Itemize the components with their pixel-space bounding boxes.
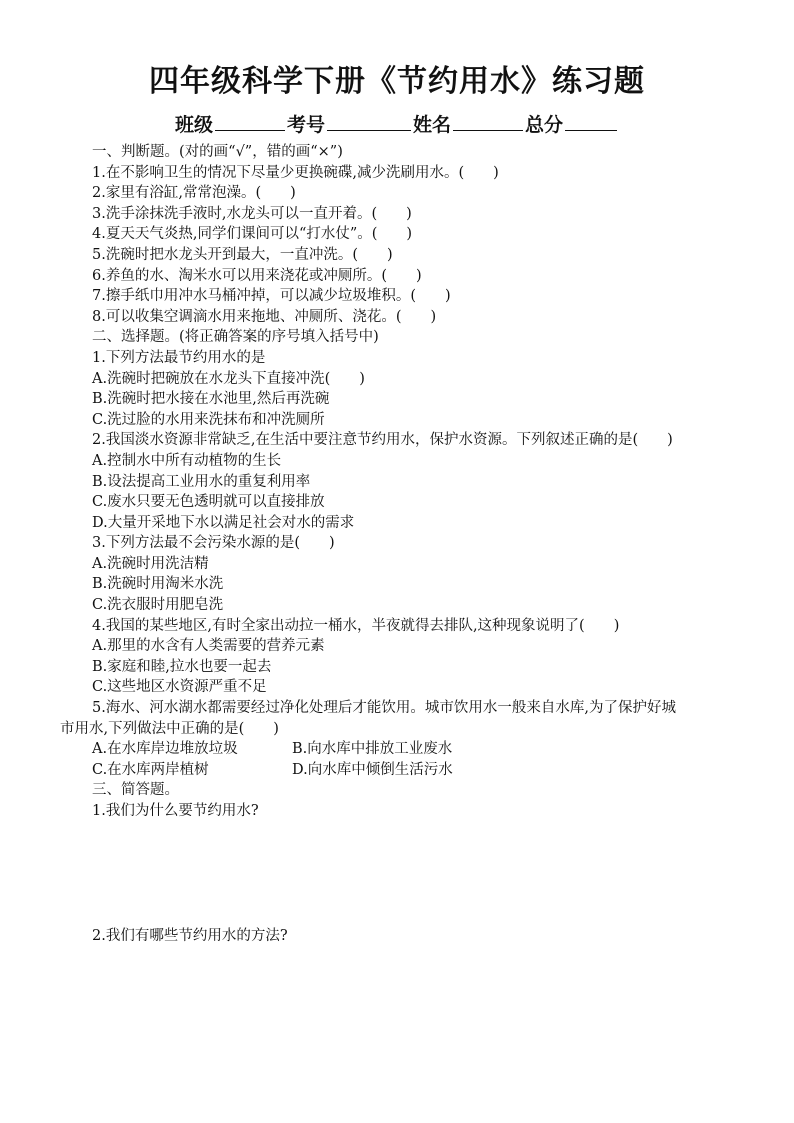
choice-option: C.洗衣服时用肥皂洗	[92, 597, 224, 614]
choice-option: D.向水库中倾倒生活污水	[292, 761, 453, 778]
answer-space-q1[interactable]	[92, 822, 752, 926]
choice-q2-stem: 2.我国淡水资源非常缺乏,在生活中要注意节约用水，保护水资源。下列叙述正确的是( )	[92, 432, 673, 449]
judge-item: 6.养鱼的水、淘米水可以用来浇花或冲厕所。( )	[92, 267, 422, 284]
choice-option: C.在水库两岸植树	[92, 761, 209, 778]
judge-item: 7.擦手纸巾用冲水马桶冲掉，可以减少垃圾堆积。( )	[92, 288, 451, 305]
choice-q4-stem: 4.我国的某些地区,有时全家出动拉一桶水，半夜就得去排队,这种现象说明了( )	[92, 617, 620, 634]
choice-option: C.洗过脸的水用来洗抹布和冲洗厕所	[92, 411, 325, 428]
choice-option: B.设法提高工业用水的重复利用率	[92, 473, 311, 490]
section3-header: 三、简答题。	[92, 782, 179, 799]
choice-option: B.洗碗时把水接在水池里,然后再洗碗	[92, 391, 330, 408]
name-label: 姓名	[413, 114, 452, 136]
score-blank[interactable]	[565, 110, 617, 131]
choice-option: A.控制水中所有动植物的生长	[92, 452, 282, 469]
section1-header: 一、判断题。(对的画“√”，错的画“×”)	[92, 144, 343, 160]
exam-number-label: 考号	[286, 114, 325, 136]
judge-item: 8.可以收集空调滴水用来拖地、冲厕所、浇花。( )	[92, 308, 437, 325]
choice-option: A.洗碗时把碗放在水龙头下直接冲洗( )	[92, 370, 365, 387]
score-label: 总分	[525, 114, 564, 136]
worksheet-body	[60, 142, 752, 1066]
class-label: 班级	[174, 114, 213, 136]
name-blank[interactable]	[453, 110, 523, 131]
choice-option: B.向水库中排放工业废水	[292, 741, 453, 758]
student-info-line	[0, 110, 794, 139]
choice-option: D.大量开采地下水以满足社会对水的需求	[92, 514, 355, 531]
short-answer-q1: 1.我们为什么要节约用水?	[92, 803, 259, 819]
choice-option: B.洗碗时用淘米水洗	[92, 576, 224, 593]
choice-option: A.洗碗时用洗洁精	[92, 555, 209, 572]
choice-option: C.这些地区水资源严重不足	[92, 679, 267, 696]
judge-item: 4.夏天天气炎热,同学们课间可以“打水仗”。( )	[92, 226, 413, 243]
judge-item: 1.在不影响卫生的情况下尽量少更换碗碟,减少洗刷用水。( )	[92, 164, 499, 181]
choice-option: C.废水只要无色透明就可以直接排放	[92, 494, 325, 511]
judge-item: 3.洗手涂抹洗手液时,水龙头可以一直开着。( )	[92, 205, 412, 222]
choice-option: B.家庭和睦,拉水也要一起去	[92, 658, 272, 675]
short-answer-q2: 2.我们有哪些节约用水的方法?	[92, 927, 288, 944]
judge-item: 2.家里有浴缸,常常泡澡。( )	[92, 185, 296, 202]
choice-option-row	[92, 739, 752, 760]
choice-q5-stem: 5.海水、河水湖水都需要经过净化处理后才能饮用。城市饮用水一般来自水库,为了保护好城	[92, 700, 676, 717]
class-blank[interactable]	[215, 110, 285, 131]
exam-number-blank[interactable]	[327, 110, 411, 131]
choice-option-row	[92, 760, 752, 781]
choice-option: A.那里的水含有人类需要的营养元素	[92, 638, 325, 655]
answer-space-q2[interactable]	[92, 946, 752, 1066]
section2-header: 二、选择题。(将正确答案的序号填入括号中)	[92, 329, 379, 346]
choice-q3-stem: 3.下列方法最不会污染水源的是( )	[92, 535, 335, 552]
page-title: 四年级科学下册《节约用水》练习题	[149, 64, 645, 99]
choice-option: A.在水库岸边堆放垃圾	[92, 741, 238, 758]
judge-item: 5.洗碗时把水龙头开到最大，一直冲洗。( )	[92, 246, 393, 263]
choice-q5-stem-continued: 市用水,下列做法中正确的是( )	[60, 720, 279, 737]
choice-q1-stem: 1.下列方法最节约用水的是	[92, 349, 266, 366]
